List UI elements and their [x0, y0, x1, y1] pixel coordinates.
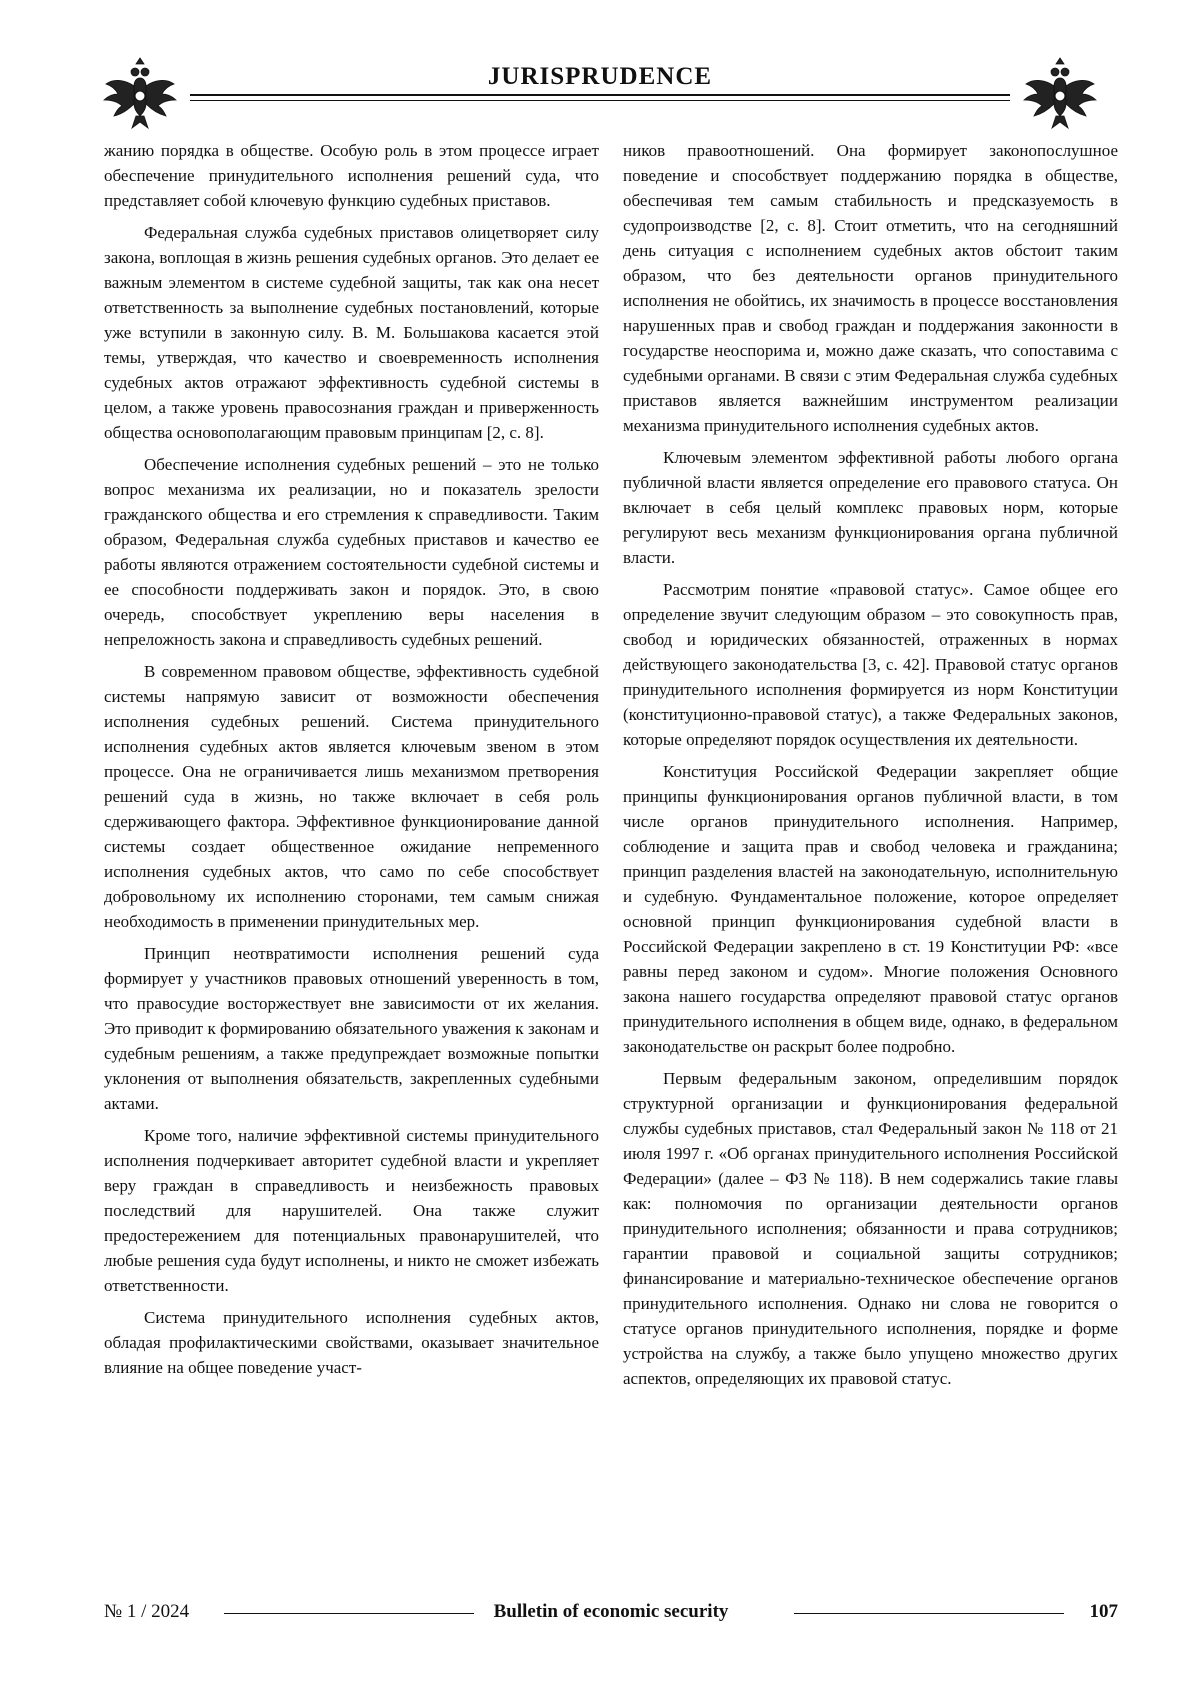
page-header: [100, 56, 1100, 136]
paragraph: В современном правовом обществе, эффективность судебной системы напрямую зависит от возможности обеспечения исполнения судебных решений. Система принудительного исполнения судебных актов является ключевым звеном в этом процессе. Она не ограничивается лишь механизмом претворения решений суда в жизнь, но также включает в себя роль сдерживающего фактора. Эффективное функционирование данной системы создает общественное ожидание непременного исполнения судебных актов, что само по себе способствует добровольному их исполнению сторонами, тем самым снижая необходимость в применении принудительных мер.: [104, 659, 599, 934]
paragraph: Ключевым элементом эффективной работы любого органа публичной власти является определение его правового статуса. Он включает в себя целый комплекс правовых норм, которые регулируют весь механизм функционирования органа публичной власти.: [623, 445, 1118, 570]
paragraph: Обеспечение исполнения судебных решений – это не только вопрос механизма их реализации, но и показатель зрелости гражданского общества и его стремления к справедливости. Таким образом, Федеральная служба судебных приставов и качество ее работы являются отражением состоятельности судебной системы и ее способности поддерживать закон и порядок. Это, в свою очередь, способствует укреплению веры населения в непреложность закона и справедливость судебных решений.: [104, 452, 599, 652]
journal-title: Bulletin of economic security: [104, 1597, 1118, 1627]
page-footer: [104, 1597, 1118, 1627]
header-rule-thin: [190, 100, 1010, 101]
double-headed-eagle-icon: [1020, 56, 1100, 136]
paragraph: Система принудительного исполнения судебных актов, обладая профилактическими свойствами, оказывает значительное влияние на общее поведение участ-: [104, 1305, 599, 1380]
issue-number: № 1 / 2024: [104, 1597, 189, 1627]
paragraph: жанию порядка в обществе. Особую роль в этом процессе играет обеспечение принудительного исполнения решений суда, что представляет собой ключевую функцию судебных приставов.: [104, 138, 599, 213]
header-rule: [190, 94, 1010, 96]
paragraph: Конституция Российской Федерации закрепляет общие принципы функционирования органов публичной власти, в том числе органов принудительного исполнения. Например, соблюдение и защита прав и свобод человека и гражданина; принцип разделения властей на законодательную, исполнительную и судебную. Фундаментальное положение, которое определяет основной принцип функционирования судебной власти в Российской Федерации закреплено в ст. 19 Конституции РФ: «все равны перед законом и судом». Многие положения Основного закона нашего государства определяют правовой статус органов принудительного исполнения в общем виде, однако, в федеральном законодательстве он раскрыт более подробно.: [623, 759, 1118, 1059]
paragraph: Первым федеральным законом, определившим порядок структурной организации и функционирования федеральной службы судебных приставов, стал Федеральный закон № 118 от 21 июля 1997 г. «Об органах принудительного исполнения Российской Федерации» (далее – ФЗ № 118). В нем содержались такие главы как: полномочия по организации деятельности органов принудительного исполнения; обязанности и права сотрудников; гарантии правовой и социальной защиты сотрудников; финансирование и материально-техническое обеспечение органов принудительного исполнения. Однако ни слова не говорится о статусе органов принудительного исполнения, порядке и форме устройства на службу, а также было упущено множество других аспектов, определяющих их правовой статус.: [623, 1066, 1118, 1391]
page-number: 107: [1090, 1597, 1119, 1627]
footer-rule-right: [794, 1613, 1064, 1614]
left-text-column: [104, 138, 599, 1387]
paragraph: Кроме того, наличие эффективной системы принудительного исполнения подчеркивает авторитет судебной власти и укрепляет веру граждан в справедливость и неизбежность правовых последствий для нарушителей. Она также служит предостережением для потенциальных правонарушителей, что любые решения суда будут исполнены, и никто не сможет избежать ответственности.: [104, 1123, 599, 1298]
section-title: JURISPRUDENCE: [100, 62, 1100, 92]
paragraph: Рассмотрим понятие «правовой статус». Самое общее его определение звучит следующим образом – это совокупность прав, свобод и юридических обязанностей, отраженных в нормах действующего законодательства [3, с. 42]. Правовой статус органов принудительного исполнения формируется из норм Конституции (конституционно-правовой статус), а также Федеральных законов, которые определяют порядок осуществления их деятельности.: [623, 577, 1118, 752]
paragraph: Принцип неотвратимости исполнения решений суда формирует у участников правовых отношений уверенность в том, что правосудие восторжествует вне зависимости от их желания. Это приводит к формированию обязательного уважения к законам и судебным решениям, а также предупреждает возможные попытки уклонения от выполнения обязательств, закрепленных судебными актами.: [104, 941, 599, 1116]
paragraph: ников правоотношений. Она формирует законопослушное поведение и способствует поддержанию порядка в обществе, обеспечивая тем самым стабильность и предсказуемость в судопроизводстве [2, с. 8]. Стоит отметить, что на сегодняшний день ситуация с исполнением судебных актов обстоит таким образом, что без деятельности органов принудительного исполнения не обойтись, их значимость в процессе восстановления нарушенных прав и свобод граждан и поддержания законности в государстве неоспорима и, можно даже сказать, что сопоставима с судебными органами. В связи с этим Федеральная служба судебных приставов является важнейшим инструментом реализации механизма принудительного исполнения судебных актов.: [623, 138, 1118, 438]
paragraph: Федеральная служба судебных приставов олицетворяет силу закона, воплощая в жизнь решения судебных органов. Это делает ее важным элементом в системе судебной защиты, так как она несет ответственность за выполнение судебных постановлений, которые уже вступили в законную силу. В. М. Большакова касается этой темы, утверждая, что качество и своевременность исполнения судебных актов отражают эффективность судебной системы в целом, а также уровень правосознания граждан и приверженность общества основополагающим правовым принципам [2, с. 8].: [104, 220, 599, 445]
right-text-column: [623, 138, 1118, 1398]
